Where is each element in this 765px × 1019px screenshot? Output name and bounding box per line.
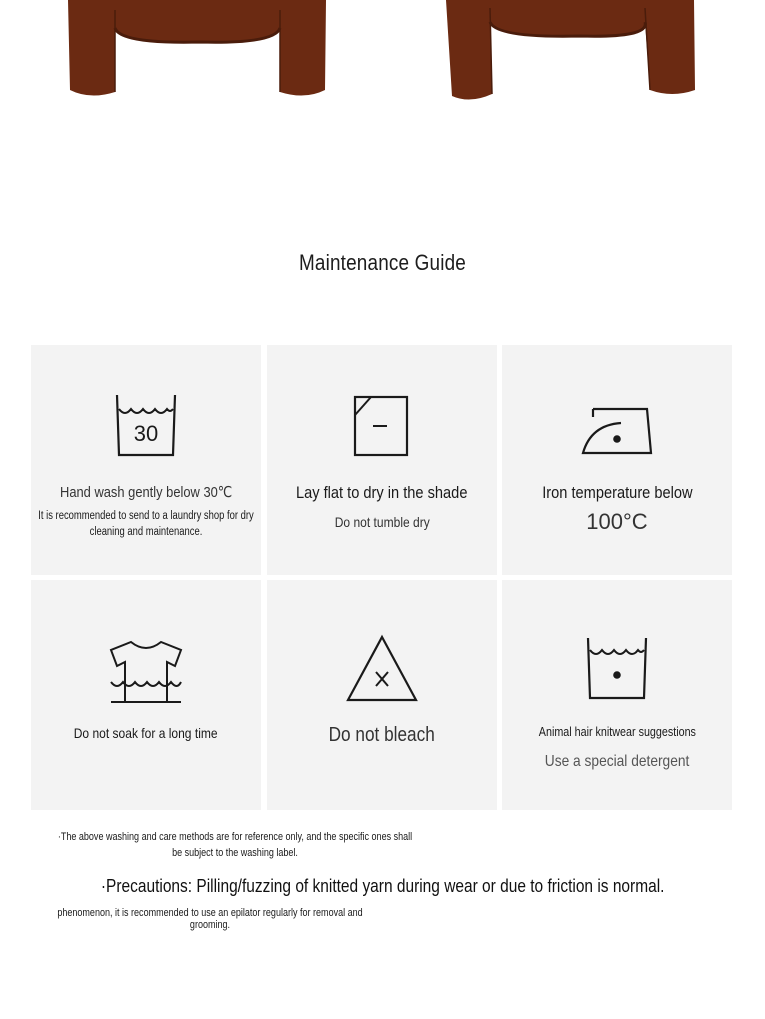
care-sub: 100°C xyxy=(586,509,648,534)
care-card-detergent xyxy=(502,580,732,810)
do-not-soak-icon xyxy=(31,638,261,706)
precaution-note-continued: phenomenon, it is recommended to use an epilator regularly for removal and grooming. xyxy=(57,907,363,931)
care-label: Hand wash gently below 30℃ xyxy=(59,484,233,501)
section-title: Maintenance Guide xyxy=(298,250,467,275)
precaution-note: ·Precautions: Pilling/fuzzing of knitted yarn during wear or due to friction is normal. xyxy=(100,876,665,896)
care-label: Do not bleach xyxy=(328,724,436,746)
care-card-dry-flat xyxy=(267,345,497,575)
iron-icon xyxy=(502,403,732,455)
reference-note: ·The above washing and care methods are for reference only, and the specific ones shall be subject to the washing label. xyxy=(57,831,413,859)
care-card-no-bleach xyxy=(267,580,497,810)
care-sub: It is recommended to send to a laundry shop for dry cleaning and maintenance. xyxy=(38,510,254,538)
care-label: Iron temperature below xyxy=(541,483,693,502)
care-card-iron xyxy=(502,345,732,575)
care-label: Do not soak for a long time xyxy=(74,725,218,741)
care-label: Animal hair knitwear suggestions xyxy=(538,725,696,739)
care-sub: Use a special detergent xyxy=(544,753,690,770)
care-card-hand-wash xyxy=(31,345,261,575)
svg-text:30: 30 xyxy=(133,421,159,446)
do-not-bleach-icon xyxy=(267,634,497,702)
dry-flat-shade-icon xyxy=(267,395,497,457)
care-sub: Do not tumble dry xyxy=(334,514,430,530)
sweater-image-front xyxy=(60,0,335,100)
hand-wash-30-icon xyxy=(31,393,261,457)
care-grid xyxy=(31,345,732,810)
detergent-icon xyxy=(502,636,732,700)
care-card-no-soak xyxy=(31,580,261,810)
care-label: Lay flat to dry in the shade xyxy=(296,483,468,502)
sweater-image-back xyxy=(440,0,705,100)
